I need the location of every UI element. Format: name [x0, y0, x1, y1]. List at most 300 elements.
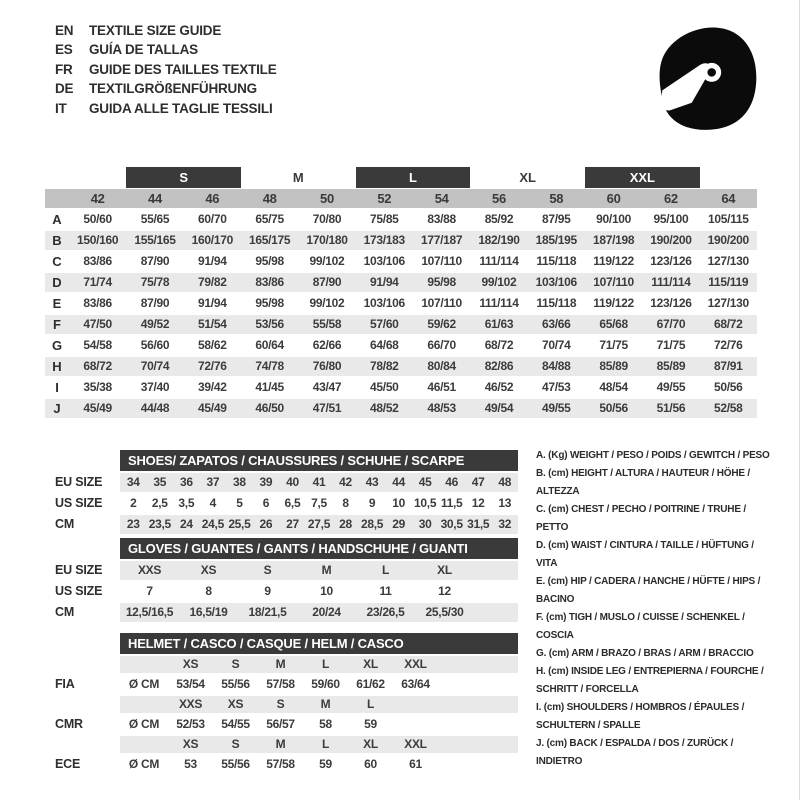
helmet-size-cell: M [275, 657, 286, 671]
shoes-cell: 47 [471, 475, 485, 489]
measure-value-cell: 55/65 [140, 212, 170, 226]
measure-value-cell: 91/94 [198, 296, 227, 310]
measure-value-cell: 70/74 [140, 359, 170, 373]
measure-value-cell: 115/118 [536, 296, 577, 310]
size-group-s: S [126, 167, 241, 188]
measure-value-cell: 45/50 [370, 380, 399, 394]
measure-value-cell: 37/40 [140, 380, 170, 394]
measure-value-cell: 68/72 [714, 317, 743, 331]
shoes-cell: 2 [130, 496, 137, 510]
shoes-cell: 27,5 [307, 517, 331, 531]
measure-value-cell: 57/60 [370, 317, 399, 331]
measure-letter: E [52, 296, 62, 311]
measure-value-cell: 127/130 [707, 296, 749, 310]
measure-value-cell: 44/48 [140, 401, 170, 415]
measure-value-cell: 91/94 [198, 254, 227, 268]
shoes-title-bar: SHOES/ ZAPATOS / CHAUSSURES / SCHUHE / SCARPE [120, 450, 518, 471]
helmet-size-cell [120, 656, 168, 673]
legend-item-b: B. (cm) HEIGHT / ALTURA / HAUTEUR / HÖHE / ALTEZZA [536, 468, 751, 497]
gloves-title-bar: GLOVES / GUANTES / GANTS / HANDSCHUHE / GUANTI [120, 538, 518, 559]
measure-value-cell: 43/47 [312, 380, 342, 394]
shoes-cell: 42 [339, 475, 352, 489]
shoes-cell: 37 [206, 475, 220, 489]
helmet-size-row [120, 696, 518, 713]
measure-row-A [45, 210, 757, 229]
measure-value-cell: 50/56 [599, 401, 628, 415]
legend-item-j: J. (cm) BACK / ESPALDA / DOS / ZURÜCK / INDIETRO [536, 738, 734, 767]
measure-value-cell: 70/80 [312, 212, 342, 226]
measure-value-cell: 95/98 [255, 254, 284, 268]
measure-value-cell: 150/160 [77, 233, 119, 247]
gloves-label-cm: CM [55, 605, 75, 619]
shoes-cell: 48 [498, 475, 512, 489]
group-pad [69, 167, 126, 188]
size-group-l: L [356, 167, 471, 188]
size-group-xxl: XXL [585, 167, 700, 188]
gloves-cell: 11 [379, 584, 392, 598]
shoes-row [120, 473, 518, 492]
helmet-value-cell: 56/57 [266, 717, 295, 731]
measure-value-cell: 49/52 [140, 317, 170, 331]
shoes-cell: 10,5 [414, 496, 437, 510]
measure-value-cell: 51/54 [198, 317, 227, 331]
shoes-cell: 39 [259, 475, 273, 489]
measure-value-cell: 79/82 [198, 275, 227, 289]
measure-letter: B [52, 233, 62, 248]
size-number-cell: 50 [320, 191, 334, 206]
size-number-cell: 54 [434, 191, 449, 206]
measure-value-cell: 95/100 [653, 212, 689, 226]
gloves-row [120, 561, 518, 580]
shoes-cell: 9 [368, 496, 376, 510]
measure-value-cell: 182/190 [478, 233, 520, 247]
measure-value-cell: 82/86 [484, 359, 514, 373]
measure-value-cell: 55/58 [312, 317, 342, 331]
measure-value-cell: 173/183 [363, 233, 405, 247]
measure-value-cell: 107/110 [421, 254, 462, 268]
shoes-cell: 32 [498, 517, 512, 531]
measure-value-cell: 115/119 [708, 275, 749, 289]
measure-value-cell: 155/165 [134, 233, 176, 247]
measure-value-cell: 105/115 [707, 212, 749, 226]
measure-row-E [45, 294, 757, 313]
helmet-value-cell: 52/53 [176, 717, 205, 731]
measure-value-cell: 85/89 [599, 359, 628, 373]
legend-item-a: A. (Kg) WEIGHT / PESO / POIDS / GEWITCH / PESO [536, 450, 770, 461]
measure-value-cell: 71/75 [656, 338, 686, 352]
measure-value-cell: 74/78 [255, 359, 284, 373]
legend-item-c: C. (cm) CHEST / PECHO / POITRINE / TRUHE / PETTO [536, 504, 746, 533]
shoes-cell: 29 [392, 517, 405, 531]
measure-letter: G [51, 338, 63, 353]
helmet-value-cell: 63/64 [401, 677, 430, 691]
measure-row-D [45, 273, 757, 292]
shoes-label-cm: CM [55, 517, 75, 531]
measure-letter: J [53, 401, 61, 416]
gloves-cell: XS [200, 563, 217, 577]
gloves-cell: 16,5/19 [189, 605, 228, 619]
measure-value-cell: 48/52 [370, 401, 399, 415]
gloves-label-us-size: US SIZE [55, 584, 103, 598]
measure-value-cell: 185/195 [535, 233, 577, 247]
shoes-cell: 35 [153, 475, 167, 489]
shoes-cell: 24 [179, 517, 193, 531]
legend-item-i: I. (cm) SHOULDERS / HOMBROS / ÉPAULES / SCHULTERN / SPALLE [536, 702, 745, 731]
shoes-cell: 13 [498, 496, 512, 510]
shoes-cell: 43 [365, 475, 379, 489]
measure-value-cell: 67/70 [656, 317, 686, 331]
measure-row-I [45, 378, 757, 397]
measure-value-cell: 71/74 [83, 275, 112, 289]
measure-value-cell: 39/42 [198, 380, 227, 394]
measure-value-cell: 83/88 [427, 212, 456, 226]
measure-value-cell: 190/200 [707, 233, 749, 247]
measure-value-cell: 59/62 [427, 317, 456, 331]
gloves-cell: 25,5/30 [425, 605, 464, 619]
shoes-cell: 25,5 [228, 517, 251, 531]
row-letter-spacer [45, 167, 69, 188]
gloves-cell: 12 [438, 584, 451, 598]
measure-value-cell: 87/91 [714, 359, 743, 373]
measure-value-cell: 51/56 [656, 401, 686, 415]
measure-value-cell: 66/70 [427, 338, 456, 352]
helmet-size-cell: XS [182, 737, 199, 751]
shoes-cell: 45 [418, 475, 432, 489]
measure-row-H [45, 357, 757, 376]
helmet-value-cell: 53 [184, 757, 197, 771]
measure-value-cell: 60/70 [198, 212, 227, 226]
measure-value-cell: 177/187 [420, 233, 463, 247]
shoes-cell: 23,5 [148, 517, 171, 531]
measure-value-cell: 75/85 [370, 212, 399, 226]
shoes-label-us-size: US SIZE [55, 496, 103, 510]
helmet-size-cell: XS [182, 657, 199, 671]
shoes-cell: 27 [286, 517, 299, 531]
measure-value-cell: 61/63 [484, 317, 514, 331]
guide-title: GUIDA ALLE TAGLIE TESSILI [89, 100, 273, 116]
measure-value-cell: 48/53 [427, 401, 456, 415]
measure-value-cell: 49/55 [656, 380, 686, 394]
helmet-value-cell: 55/56 [221, 677, 250, 691]
size-number-cell: 64 [721, 191, 736, 206]
measure-value-cell: 50/60 [83, 212, 112, 226]
measure-value-cell: 49/55 [542, 401, 571, 415]
measure-value-cell: 91/94 [370, 275, 399, 289]
shoes-cell: 7,5 [311, 496, 327, 510]
measure-row-C [45, 252, 757, 271]
measure-value-cell: 119/122 [593, 254, 634, 268]
legend-item-h: H. (cm) INSIDE LEG / ENTREPIERNA / FOURCHE / SCHRITT / FORCELLA [536, 666, 764, 695]
size-number-cell: 60 [606, 191, 621, 206]
measure-value-cell: 187/198 [592, 233, 635, 247]
measure-value-cell: 85/92 [484, 212, 514, 226]
legend-item-f: F. (cm) TIGH / MUSLO / CUISSE / SCHENKEL / COSCIA [536, 612, 745, 641]
measure-value-cell: 87/90 [140, 254, 170, 268]
gloves-cell: S [263, 563, 272, 577]
helmet-label-cmr: CMR [55, 717, 83, 731]
gloves-label-eu-size: EU SIZE [55, 563, 103, 577]
measure-value-cell: 85/89 [656, 359, 686, 373]
measure-value-cell: 111/114 [479, 254, 519, 268]
measure-value-cell: 52/58 [714, 401, 743, 415]
helmet-value-cell: 59/60 [311, 677, 340, 691]
measure-value-cell: 83/86 [255, 275, 284, 289]
helmet-value-cell: 59 [319, 757, 332, 771]
language-row [55, 99, 277, 118]
measure-value-cell: 115/118 [536, 254, 577, 268]
helmet-size-cell: S [276, 697, 285, 711]
legend-item-d: D. (cm) WAIST / CINTURA / TAILLE / HÜFTUNG / VITA [536, 540, 754, 569]
gloves-cell: 7 [146, 584, 153, 598]
measure-value-cell: 123/126 [650, 254, 692, 268]
measure-value-cell: 62/66 [312, 338, 342, 352]
measure-value-cell: 60/64 [255, 338, 284, 352]
language-row [55, 79, 277, 98]
helmet-value-cell: 61 [409, 757, 422, 771]
shoes-cell: 4 [209, 496, 217, 510]
gloves-cell: 10 [320, 584, 333, 598]
measure-value-cell: 46/51 [427, 380, 456, 394]
measure-value-cell: 83/86 [83, 254, 112, 268]
shoes-cell: 2,5 [151, 496, 168, 510]
measure-value-cell: 41/45 [255, 380, 284, 394]
helmet-value-cell: 57/58 [266, 677, 295, 691]
helmet-size-cell [393, 696, 438, 713]
measure-value-cell: 99/102 [309, 254, 345, 268]
measure-value-cell: 47/53 [542, 380, 571, 394]
measure-letter: C [52, 254, 62, 269]
helmet-value-cell: 59 [364, 717, 377, 731]
measure-value-cell: 95/98 [427, 275, 456, 289]
guide-title: GUIDE DES TAILLES TEXTILE [89, 61, 277, 77]
shoes-label-eu-size: EU SIZE [55, 475, 103, 489]
size-group-xl: XL [519, 170, 536, 185]
shoes-cell: 38 [233, 475, 246, 489]
helmet-unit-cell: Ø CM [128, 717, 160, 731]
measure-row-F [45, 315, 757, 334]
helmet-value-cell: 60 [364, 757, 377, 771]
measure-value-cell: 107/110 [593, 275, 634, 289]
measure-value-cell: 103/106 [363, 296, 405, 310]
legend-item-e: E. (cm) HIP / CADERA / HANCHE / HÜFTE / HIPS / BACINO [536, 576, 761, 605]
measure-letter: A [52, 212, 62, 227]
size-number-cell: 48 [262, 191, 277, 206]
shoes-cell: 23 [126, 517, 140, 531]
helmet-size-cell: L [366, 697, 375, 711]
gloves-cell: 8 [205, 584, 212, 598]
textile-size-table [45, 167, 757, 420]
size-group-cells [69, 167, 757, 188]
helmet-size-cell: XXL [404, 737, 427, 751]
measure-row-B [45, 231, 757, 250]
language-row [55, 40, 277, 59]
size-number-cell: 52 [377, 191, 392, 206]
measure-value-cell: 99/102 [309, 296, 345, 310]
language-code: EN [55, 23, 74, 38]
gloves-cell: XL [437, 563, 452, 577]
shoes-cell: 5 [236, 496, 243, 510]
helmet-value-cell: 53/54 [176, 677, 205, 691]
helmet-size-cell [120, 736, 168, 753]
measure-value-cell: 72/76 [714, 338, 743, 352]
language-code: FR [55, 61, 73, 77]
measure-letter: H [52, 359, 62, 374]
measure-value-cell: 46/50 [255, 401, 284, 415]
shoes-cell: 26 [259, 517, 273, 531]
measure-value-cell: 45/49 [83, 401, 112, 415]
shoes-cell: 6 [262, 496, 270, 510]
size-group-row [45, 167, 757, 188]
size-number-cell: 46 [205, 191, 220, 206]
measure-value-cell: 72/76 [198, 359, 227, 373]
measure-letter: I [55, 380, 59, 395]
shoes-cell: 30 [418, 517, 432, 531]
measure-value-cell: 99/102 [481, 275, 517, 289]
measure-value-cell: 84/88 [542, 359, 571, 373]
gloves-table [120, 538, 518, 624]
helmet-unit-cell: Ø CM [128, 677, 160, 691]
measure-value-cell: 170/180 [306, 233, 348, 247]
measure-value-cell: 46/52 [484, 380, 514, 394]
gloves-cell: L [381, 563, 390, 577]
measure-value-cell: 119/122 [593, 296, 634, 310]
helmet-value-cell: 57/58 [266, 757, 295, 771]
measure-letter: F [53, 317, 61, 332]
measure-value-cell: 56/60 [140, 338, 170, 352]
shoes-cell: 41 [312, 475, 326, 489]
measure-value-cell: 53/56 [255, 317, 284, 331]
helmet-size-cell: M [275, 737, 286, 751]
measure-value-cell: 87/90 [312, 275, 342, 289]
shoes-cell: 28 [339, 517, 352, 531]
measure-value-cell: 87/95 [542, 212, 571, 226]
measure-value-cell: 64/68 [370, 338, 399, 352]
gloves-cell: 9 [264, 584, 271, 598]
measure-value-cell: 123/126 [650, 296, 692, 310]
helmet-value-row [120, 755, 518, 774]
measure-value-cell: 68/72 [484, 338, 514, 352]
helmet-icon [648, 22, 764, 136]
helmet-size-cell [120, 696, 168, 713]
helmet-title-bar: HELMET / CASCO / CASQUE / HELM / CASCO [120, 633, 518, 654]
language-title-list [55, 21, 277, 118]
shoes-cell: 36 [179, 475, 193, 489]
shoes-cell: 34 [126, 475, 140, 489]
measure-value-cell: 48/54 [599, 380, 628, 394]
shoes-cell: 31,5 [467, 517, 490, 531]
shoes-cell: 28,5 [360, 517, 384, 531]
measure-value-cell: 75/78 [140, 275, 170, 289]
measure-value-cell: 49/54 [484, 401, 514, 415]
language-row [55, 60, 277, 79]
size-group-m: M [292, 170, 304, 185]
measure-value-cell: 160/170 [191, 233, 233, 247]
shoes-cell: 3,5 [178, 496, 195, 510]
language-row [55, 21, 277, 40]
guide-title: TEXTILGRÖßENFÜHRUNG [89, 81, 257, 97]
gloves-row [120, 603, 518, 622]
helmet-size-cell: XXS [178, 697, 203, 711]
helmet-table [120, 633, 518, 776]
helmet-value-cell: 61/62 [356, 677, 385, 691]
measure-value-cell: 76/80 [312, 359, 342, 373]
gloves-cell: 12,5/16,5 [125, 605, 174, 619]
measure-value-cell: 65/68 [599, 317, 628, 331]
helmet-size-cell: S [231, 737, 240, 751]
measure-value-cell: 47/50 [83, 317, 112, 331]
measure-value-cell: 83/86 [83, 296, 112, 310]
measure-value-cell: 103/106 [363, 254, 405, 268]
measure-value-cell: 78/82 [370, 359, 399, 373]
measure-value-cell: 54/58 [83, 338, 112, 352]
shoes-cell: 40 [286, 475, 299, 489]
measure-value-cell: 107/110 [421, 296, 462, 310]
measure-value-cell: 90/100 [596, 212, 632, 226]
shoes-cell: 30,5 [440, 517, 463, 531]
measure-value-cell: 35/38 [83, 380, 112, 394]
helmet-size-row [120, 656, 518, 673]
shoes-row [120, 494, 518, 513]
shoes-row [120, 515, 518, 534]
measurement-legend [536, 447, 770, 771]
gloves-row [120, 582, 518, 601]
measure-value-cell: 65/75 [255, 212, 284, 226]
measure-row-J [45, 399, 757, 418]
language-code: ES [55, 42, 73, 58]
shoes-table [120, 450, 518, 536]
helmet-size-cell: XXL [404, 657, 427, 671]
measure-value-cell: 95/98 [255, 296, 284, 310]
size-number-cell: 58 [549, 191, 564, 206]
helmet-size-cell: L [321, 657, 330, 671]
guide-title: TEXTILE SIZE GUIDE [89, 23, 222, 38]
measure-value-cell: 71/75 [599, 338, 628, 352]
guide-title: GUÍA DE TALLAS [89, 42, 198, 58]
gloves-cell: 23/26,5 [366, 605, 405, 619]
helmet-size-row [120, 736, 518, 753]
shoes-cell: 24,5 [201, 517, 224, 531]
measure-letter: D [52, 275, 62, 290]
size-number-cell: 44 [148, 191, 162, 206]
helmet-size-cell: XS [227, 697, 244, 711]
size-number-band [45, 189, 757, 208]
measure-row-G [45, 336, 757, 355]
shoes-cell: 11,5 [440, 496, 463, 510]
language-code: DE [55, 81, 74, 97]
gloves-cell: XXS [137, 563, 162, 577]
shoes-cell: 8 [342, 496, 349, 510]
measure-value-cell: 45/49 [198, 401, 227, 415]
size-number-cell: 42 [90, 191, 105, 206]
measure-value-cell: 165/175 [249, 233, 291, 247]
helmet-value-cell: 55/56 [221, 757, 250, 771]
measure-value-cell: 58/62 [198, 338, 227, 352]
helmet-size-cell: XL [363, 657, 378, 671]
measure-value-cell: 111/114 [651, 275, 691, 289]
shoes-cell: 46 [445, 475, 459, 489]
row-letter-cell [45, 189, 69, 208]
measure-value-cell: 103/106 [535, 275, 577, 289]
measure-value-cell: 70/74 [542, 338, 571, 352]
shoes-cell: 44 [392, 475, 405, 489]
helmet-label-ece: ECE [55, 757, 81, 771]
measure-value-cell: 190/200 [650, 233, 692, 247]
helmet-size-cell: S [231, 657, 240, 671]
helmet-label-fia: FIA [55, 677, 75, 691]
measure-value-cell: 63/66 [542, 317, 571, 331]
size-number-cell: 62 [664, 191, 678, 206]
helmet-value-cell: 58 [319, 717, 332, 731]
